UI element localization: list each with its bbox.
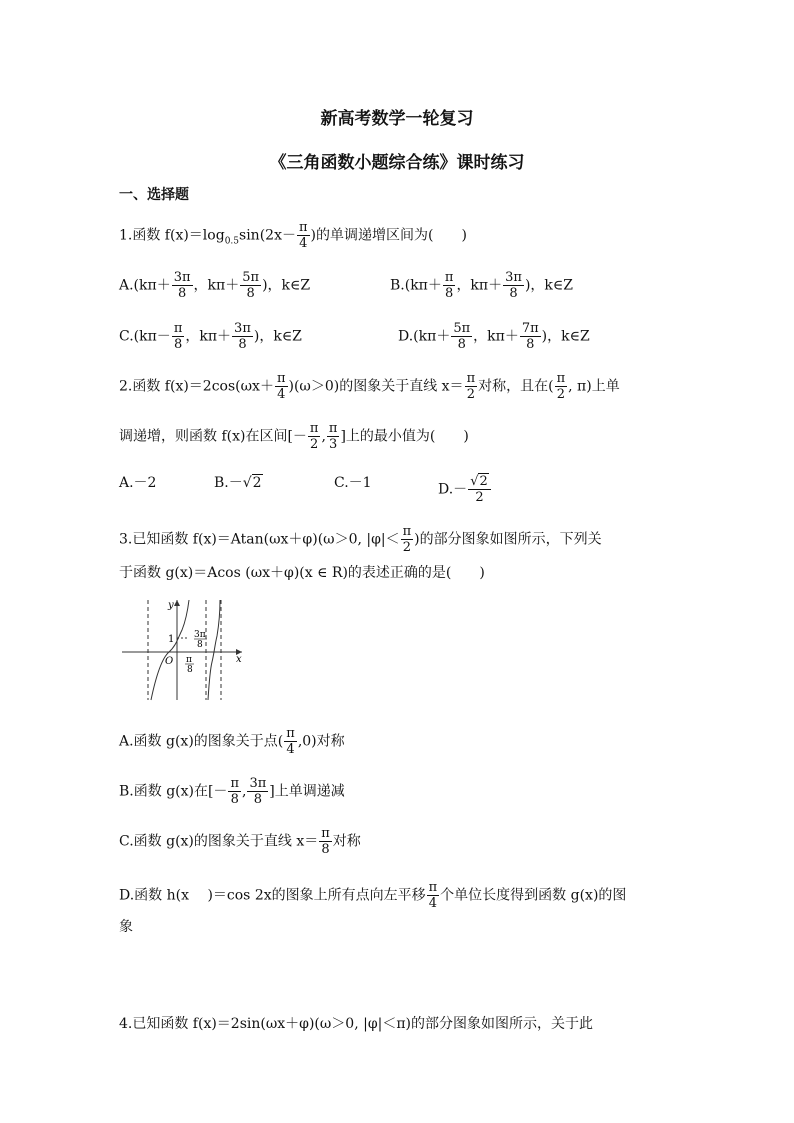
y-value-label: 1 (168, 634, 175, 645)
q1-option-b[interactable]: B.(kπ＋ $\frac{\pi}{8}$ ，kπ＋ $\frac{3\pi}{8}$ )，k∈Z (390, 270, 573, 301)
q1-option-a[interactable]: A.(kπ＋ $\frac{3\pi}{8}$ ，kπ＋ $\frac{5\pi}{8}$ )，k∈Z (119, 270, 311, 301)
section-heading: 一、选择题 (119, 187, 189, 203)
question-1-stem: 1.函数 $f(x)=\log_{0.5}\sin(2x-$ $\frac{\pi}{4}$ )的单调递增区间为( ) (119, 220, 467, 251)
tangent-graph (122, 596, 252, 702)
q2-option-b[interactable]: B.－√2 (214, 475, 262, 491)
q1-option-c[interactable]: C.(kπ－ $\frac{\pi}{8}$ ，kπ＋ $\frac{3\pi}{8}$ )，k∈Z (119, 321, 302, 352)
tick-pi8-num: π (186, 655, 192, 665)
tick-pi8-den: 8 (187, 665, 193, 675)
question-3-stem-line1: 3.已知函数 f(x)＝Atan(ωx＋φ)(ω＞0, |φ|＜ $\frac{\pi}{2}$ )的部分图象如图所示，下列关 (119, 524, 602, 555)
q3-option-b[interactable]: B.函数 g(x)在[－ $\frac{\pi}{8}$ , $\frac{3\pi}{8}$ ]上单调递减 (119, 776, 345, 807)
q2-option-a[interactable]: A.－2 (119, 475, 157, 491)
question-2-stem-line2: 调递增，则函数 f(x)在区间[－ $\frac{\pi}{2}$ , $\frac{\pi}{3}$ ]上的最小值为( ) (119, 421, 469, 452)
q2-option-d[interactable]: D.－ $\frac{√2}{2}$ (438, 474, 492, 505)
y-axis-label: y (168, 600, 174, 611)
origin-label: O (165, 656, 174, 667)
question-3-stem-line2: 于函数 g(x)＝Acos (ωx＋φ)(x ∈ R)的表述正确的是( ) (119, 565, 485, 581)
q3-option-d[interactable]: D.函数 h(x )＝cos 2x的图象上所有点向左平移 $\frac{\pi}{4}$ 个单位长度得到函数 g(x)的图 (119, 880, 627, 911)
fraction: $\frac{\pi}{4}$ (298, 220, 308, 251)
q3-option-a[interactable]: A.函数 g(x)的图象关于点( $\frac{\pi}{4}$ ,0)对称 (119, 726, 345, 757)
q1-option-d[interactable]: D.(kπ＋ $\frac{5\pi}{8}$ ，kπ＋ $\frac{7\pi}{8}$ )，k∈Z (398, 321, 590, 352)
document-title: 新高考数学一轮复习 (320, 109, 474, 129)
tick-3pi8-den: 8 (197, 640, 203, 650)
question-2-stem-line1: 2.函数 f(x)＝2cos(ωx＋ $\frac{\pi}{4}$ )(ω＞0)的图象关于直线 x＝ $\frac{\pi}{2}$ 对称，且在( $\frac{\pi}{2}$ , π)上单 (119, 371, 620, 402)
q2-option-c[interactable]: C.－1 (334, 475, 372, 491)
tangent-branch-2 (208, 600, 220, 700)
q3-option-d-continued: 象 (119, 919, 133, 935)
tangent-branch-1 (151, 600, 189, 700)
document-subtitle: 《三角函数小题综合练》课时练习 (269, 153, 525, 173)
tick-3pi8-num: 3π (194, 630, 206, 640)
question-4-stem-line1: 4.已知函数 f(x)＝2sin(ωx＋φ)(ω＞0, |φ|＜π)的部分图象如图所示，关于此 (119, 1016, 594, 1032)
x-axis-label: x (236, 654, 242, 665)
q3-option-c[interactable]: C.函数 g(x)的图象关于直线 x＝ $\frac{\pi}{8}$ 对称 (119, 826, 361, 857)
